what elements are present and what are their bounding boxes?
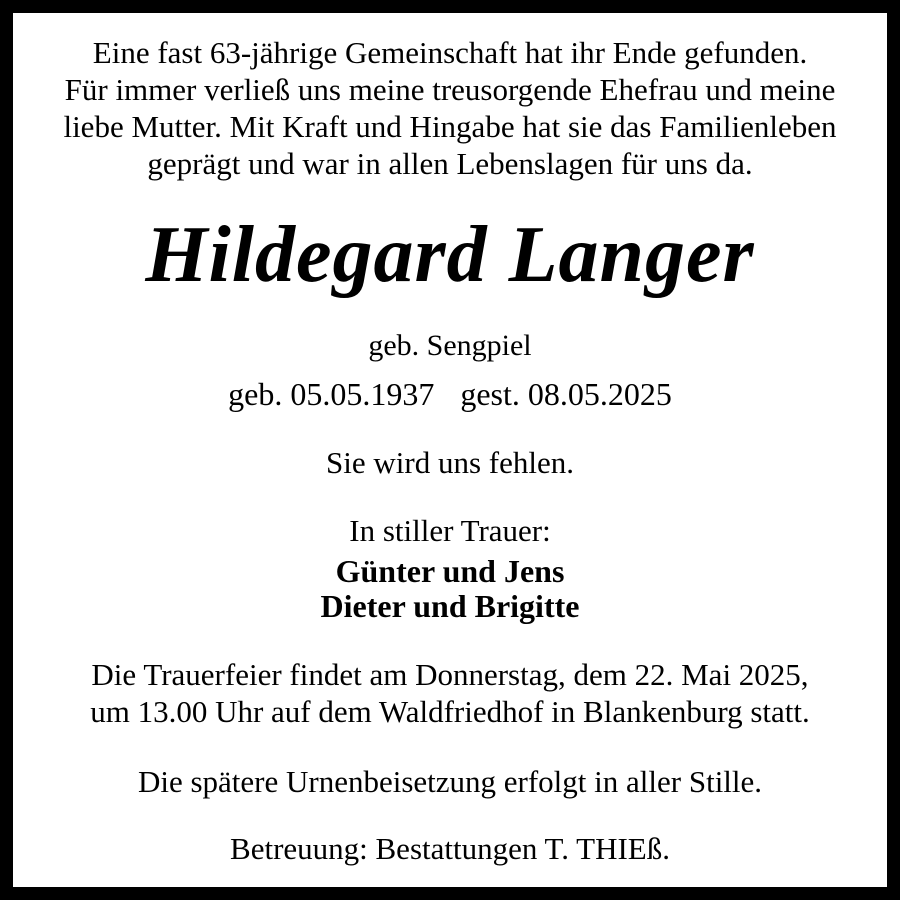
obituary-paper [13, 13, 887, 887]
birth-date: geb. 05.05.1937 [228, 376, 435, 412]
intro-line-3: liebe Mutter. Mit Kraft und Hingabe hat sie das Familienleben [63, 109, 837, 144]
funeral-info [13, 656, 887, 730]
deceased-name: Hildegard Langer [145, 211, 755, 299]
farewell-line: Sie wird uns fehlen. [326, 445, 574, 480]
mourners-line-1: Günter und Jens [335, 553, 565, 589]
mourning-heading: In stiller Trauer: [349, 513, 551, 548]
intro-line-2: Für immer verließ uns meine treusorgende Ehefrau und meine [64, 72, 836, 107]
funeral-line-1: Die Trauerfeier findet am Donnerstag, dem 22. Mai 2025, [91, 657, 809, 692]
funeral-line-2: um 13.00 Uhr auf dem Waldfriedhof in Blankenburg statt. [90, 694, 810, 729]
mourners-line-2: Dieter und Brigitte [320, 588, 580, 624]
life-dates [13, 375, 887, 413]
care-note: Betreuung: Bestattungen T. THIEß. [230, 831, 670, 866]
urn-note: Die spätere Urnenbeisetzung erfolgt in aller Stille. [137, 764, 763, 799]
intro-paragraph [13, 34, 887, 182]
birth-name: geb. Sengpiel [368, 329, 532, 362]
intro-line-4: geprägt und war in allen Lebenslagen für uns da. [147, 146, 753, 181]
death-date: gest. 08.05.2025 [460, 376, 672, 412]
intro-line-1: Eine fast 63-jährige Gemeinschaft hat ihr Ende gefunden. [92, 35, 808, 70]
